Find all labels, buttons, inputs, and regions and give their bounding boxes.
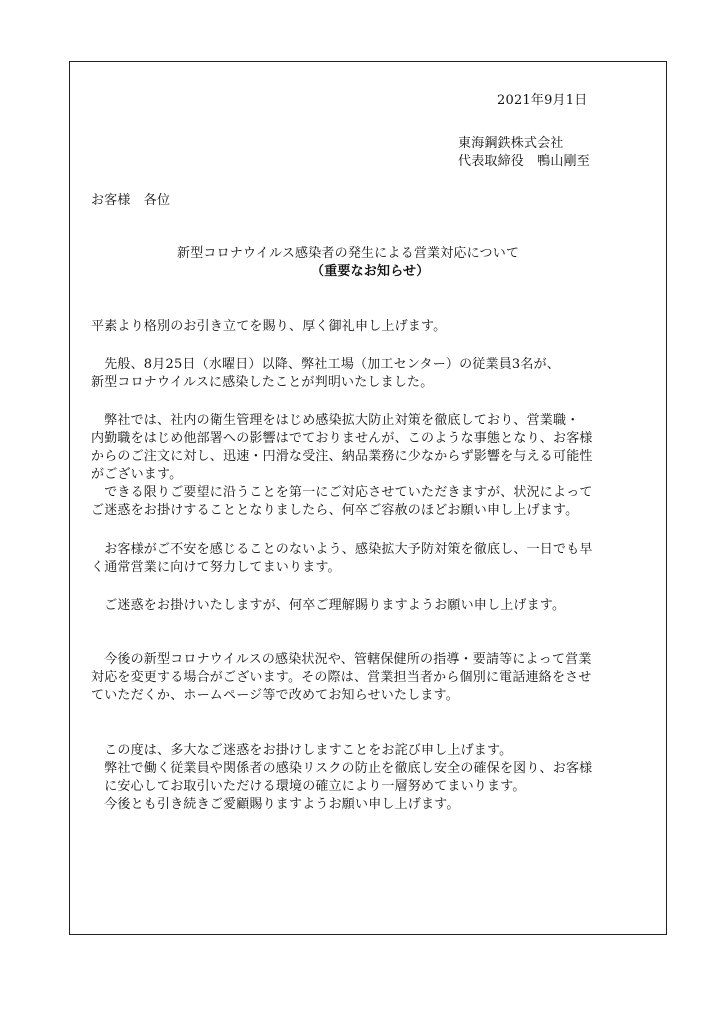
paragraph-2-line-4: がございます。 [91, 467, 183, 482]
paragraph-2-line-5: できる限りご要望に沿うことを第一にご対応させていただきますが、状況によって [91, 485, 593, 500]
company-name: 東海鋼鉄株式会社 [458, 136, 564, 151]
paragraph-6-line-2: 弊社で働く従業員や関係者の感染リスクの防止を徹底し安全の確保を図り、お客様 [91, 761, 593, 776]
paragraph-3-line-1: お客様がご不安を感じることのないよう、感染拡大予防対策を徹底し、一日でも早 [91, 542, 593, 557]
paragraph-6-line-1: この度は、多大なご迷惑をお掛けしますことをお詫び申し上げます。 [91, 743, 513, 758]
paragraph-1-line-1: 先般、8月25日（水曜日）以降、弊社工場（加工センター）の従業員3名が、 [91, 357, 560, 372]
paragraph-4-line-1: ご迷惑をお掛けいたしますが、何卒ご理解賜りますようお願い申し上げます。 [91, 598, 566, 613]
document-title: 新型コロナウイルス感染者の発生による営業対応について [177, 246, 520, 261]
paragraph-2-line-6: ご迷惑をお掛けすることとなりましたら、何卒ご容赦のほどお願い申し上げます。 [91, 503, 579, 518]
document-subtitle: （重要なお知らせ） [311, 264, 430, 279]
paragraph-5-line-1: 今後の新型コロナウイルスの感染状況や、管轄保健所の指導・要請等によって営業 [91, 652, 592, 667]
recipient: お客様 各位 [91, 193, 171, 208]
paragraph-2-line-2: 内勤職をはじめ他部署への影響はでておりませんが、このような事態となり、お客様 [91, 431, 593, 446]
paragraph-3-line-2: く通常営業に向けて努力してまいります。 [91, 560, 341, 575]
paragraph-5-line-2: 対応を変更する場合がございます。その際は、営業担当者から個別に電話連絡をさせ [91, 670, 592, 685]
paragraph-6-line-4: 今後とも引き続きご愛顧賜りますようお願い申し上げます。 [91, 797, 460, 812]
paragraph-6-line-3: に安心してお取引いただける環境の確立により一層努めてまいります。 [91, 779, 526, 794]
paragraph-2-line-3: からのご注文に対し、迅速・円滑な受注、納品業務に少なからず影響を与える可能性 [91, 449, 593, 464]
greeting: 平素より格別のお引き立てを賜り、厚く御礼申し上げます。 [91, 319, 447, 334]
paragraph-2-line-1: 弊社では、社内の衛生管理をはじめ感染拡大防止対策を徹底しており、営業職・ [91, 413, 580, 428]
paragraph-5-line-3: ていただくか、ホームページ等で改めてお知らせいたします。 [91, 688, 459, 703]
representative-name: 代表取締役 鴨山剛至 [458, 154, 591, 169]
paragraph-1-line-2: 新型コロナウイルスに感染したことが判明いたしました。 [91, 375, 434, 390]
document-date: 2021年9月1日 [497, 93, 588, 108]
